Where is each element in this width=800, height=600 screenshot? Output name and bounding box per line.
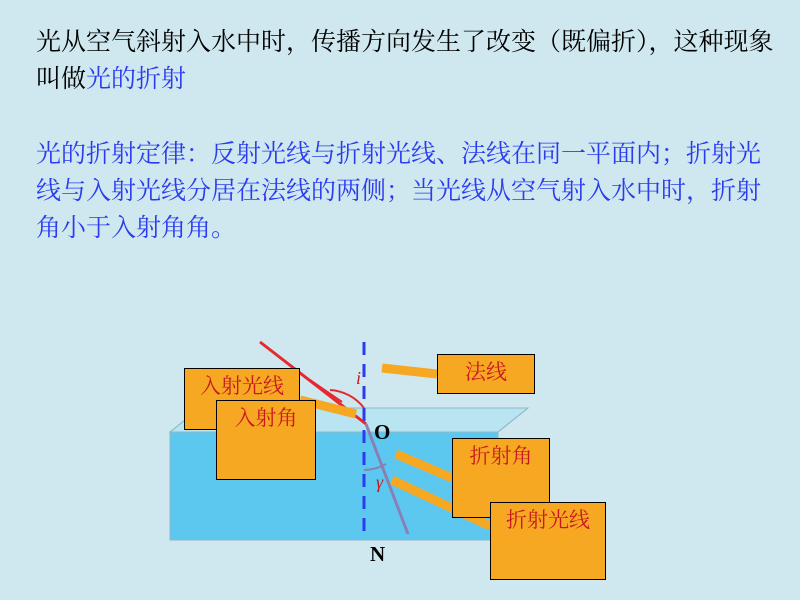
paragraph-refraction-intro <box>36 24 776 98</box>
label-normal-bottom: N <box>370 542 386 566</box>
paragraph-refraction-law: 光的折射定律：反射光线与折射光线、法线在同一平面内；折射光线与入射光线分居在法线的两侧；当光线从空气射入水中时，折射角小于入射角角。 <box>36 140 762 242</box>
callout-refraction-angle: 折射角 <box>452 438 550 518</box>
callout-normal-line: 法线 <box>437 354 535 394</box>
paragraph1-text: 光从空气斜射入水中时，传播方向发生了改变（既偏折），这种现象叫做 <box>36 28 774 93</box>
paragraph1-accent-text: 光的折射 <box>86 65 187 93</box>
callout-incidence-angle: 入射角 <box>216 400 316 480</box>
callout-incident-ray: 入射光线 <box>184 368 300 430</box>
callout-refracted-ray: 折射光线 <box>490 502 606 580</box>
label-refraction-angle: γ <box>376 472 384 492</box>
refraction-diagram <box>160 320 630 590</box>
label-incidence-angle: i <box>356 368 362 388</box>
leader-faxian <box>382 368 437 374</box>
label-origin: O <box>374 420 391 444</box>
